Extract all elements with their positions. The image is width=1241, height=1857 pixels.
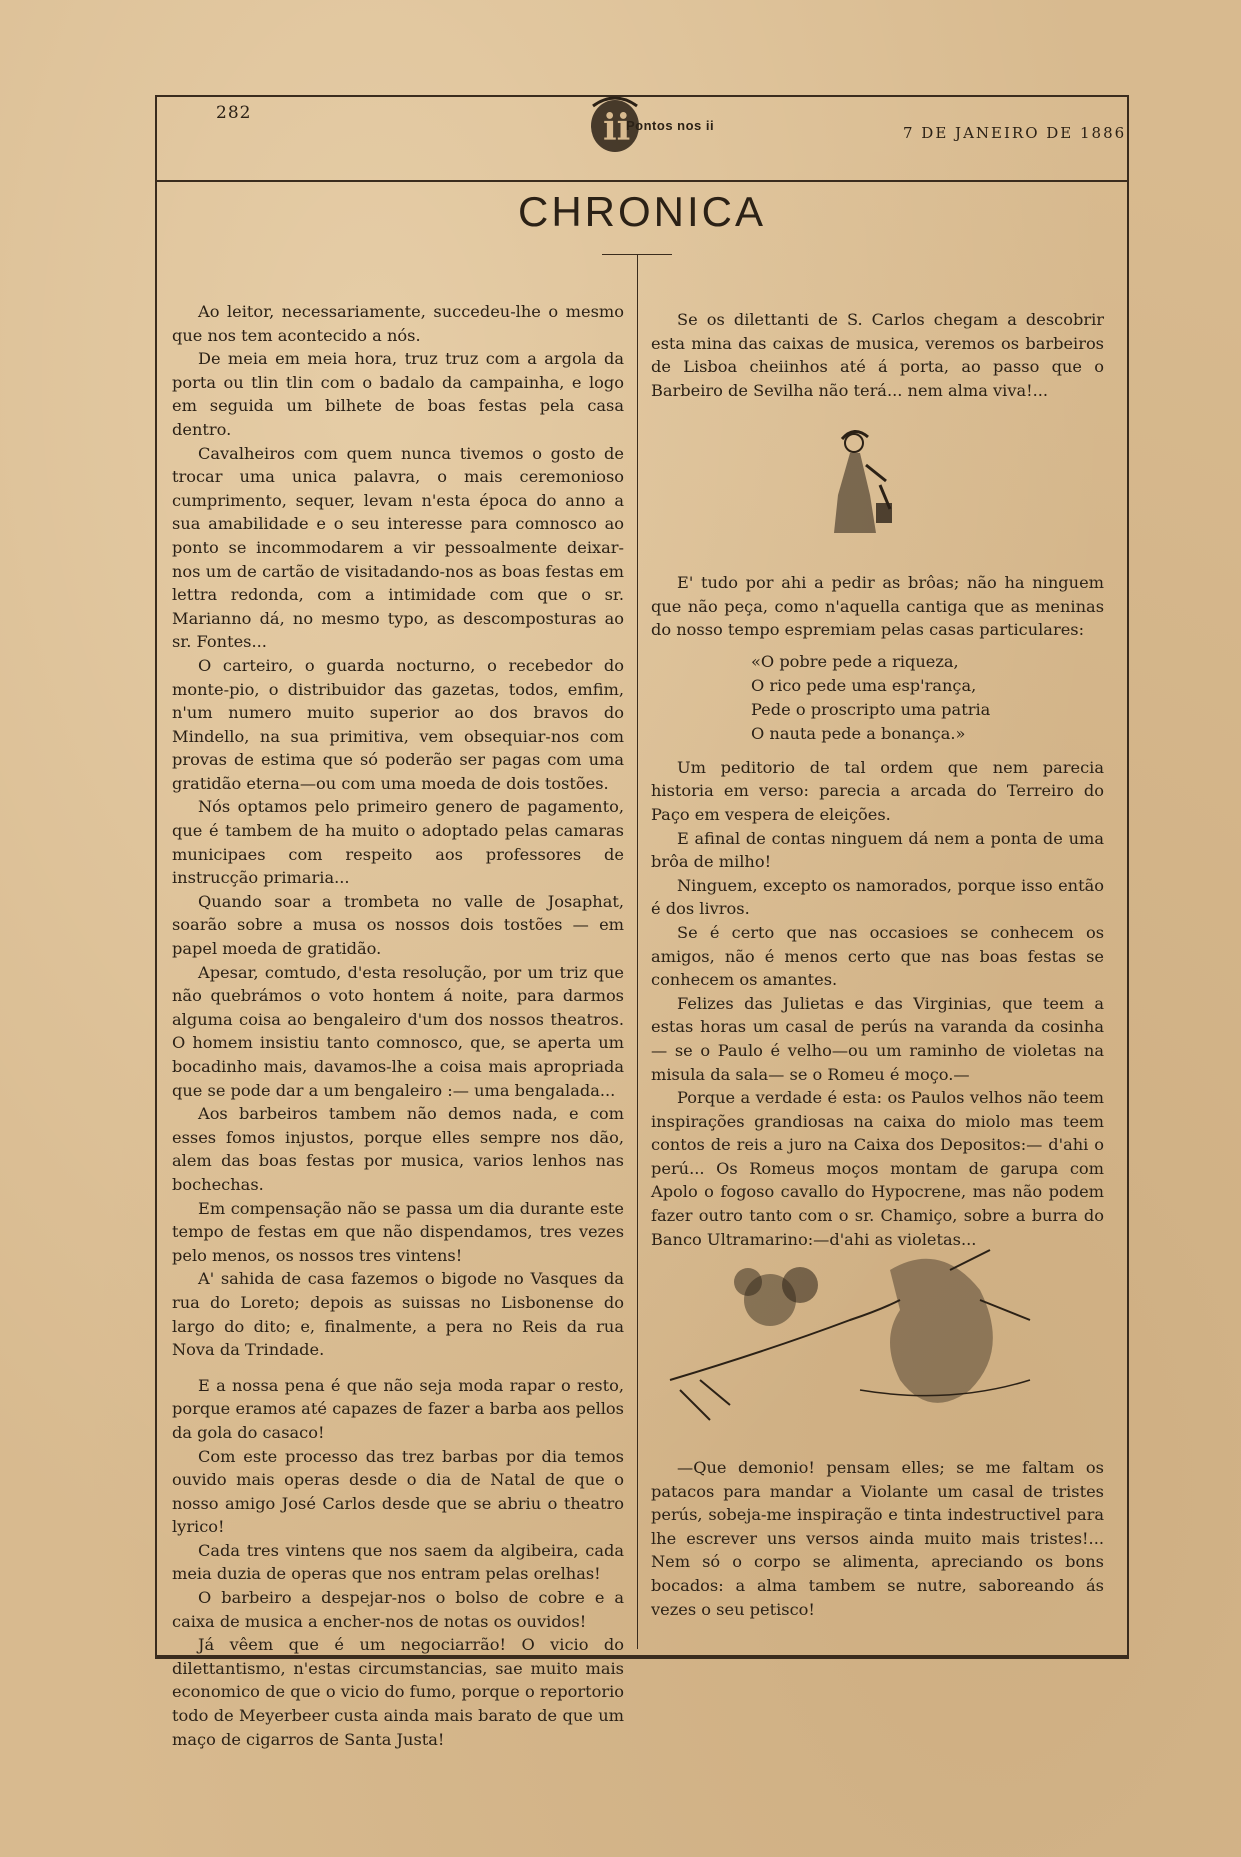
paragraph: Cavalheiros com quem nunca tivemos o gosto de trocar uma unica palavra, o mais ceremonioso cumprimento, sequer, levam n'esta época do anno a sua amabilidade e o seu interesse para comnosco ao ponto se incommodarem a vir pessoalmente deixar-nos um de cartão de visitadando-nos as boas festas em lettra redonda, com a intimidade com que o sr. Marianno dá, no mesmo typo, as descomposturas ao sr. Fontes... <box>172 443 624 652</box>
paragraph: O barbeiro a despejar-nos o bolso de cobre e a caixa de musica a encher-nos de notas os ouvidos! <box>172 1588 624 1631</box>
paragraph: Já vêem que é um negociarrão! O vicio do dilettantismo, n'estas circumstancias, sae muito mais economico de que o vicio do fumo, porque o reportorio todo de Meyerbeer custa ainda mais barato de que um maço de cigarros de Santa Justa! <box>172 1635 624 1749</box>
verse-line: O nauta pede a bonança.» <box>751 723 966 743</box>
paragraph: Se os dilettanti de S. Carlos chegam a descobrir esta mina das caixas de musica, veremos os barbeiros de Lisboa cheiinhos até á porta, ao passo que o Barbeiro de Sevilha não terá... nem alma viva!... <box>651 310 1104 400</box>
right-column-top <box>651 308 1104 402</box>
bottom-rule <box>155 1655 1127 1658</box>
paragraph: Ao leitor, necessariamente, succedeu-lhe o mesmo que nos tem acontecido a nós. <box>172 302 624 345</box>
paragraph: Um peditorio de tal ordem que nem parecia historia em verso: parecia a arcada do Terreiro do Paço em vespera de eleições. <box>651 757 1104 824</box>
right-column-middle <box>651 571 1104 1251</box>
verse-line: O rico pede uma esp'rança, <box>751 675 977 695</box>
cupid-violets-icon <box>650 1230 1090 1430</box>
paragraph: Em compensação não se passa um dia durante este tempo de festas em que não dispendamos, tres vezes pelo menos, os nossos tres vintens! <box>172 1198 624 1265</box>
paragraph: E' tudo por ahi a pedir as brôas; não ha ninguem que não peça, como n'aquella cantiga que as meninas do nosso tempo espremiam pelas casas particulares: <box>651 573 1104 640</box>
right-column-bottom <box>651 1456 1104 1621</box>
paragraph: Ninguem, excepto os namorados, porque isso então é dos livros. <box>651 875 1104 919</box>
paragraph: E a nossa pena é que não seja moda rapar o resto, porque eramos até capazes de fazer a barba aos pellos da gola do casaco! <box>172 1375 624 1442</box>
paragraph: Cada tres vintens que nos saem da algibeira, cada meia duzia de operas que nos entram pelas orelhas! <box>172 1540 624 1584</box>
svg-text:ii: ii <box>603 107 631 149</box>
paragraph: Com este processo das trez barbas por dia temos ouvido mais operas desde o dia de Natal de que o nosso amigo José Carlos desde que se abriu o theatro lyrico! <box>172 1446 624 1537</box>
paragraph: O carteiro, o guarda nocturno, o recebedor do monte-pio, o distribuidor das gazetas, todos, emfim, n'um numero muito superior ao dos bravos do Mindello, na sua primitiva, vem obsequiar-nos com provas de estima que só poderão ser pagas com uma gratidão eterna—ou com uma moeda de dois tostões. <box>172 655 624 793</box>
paragraph: Quando soar a trombeta no valle de Josaphat, soarão sobre a musa os nossos dois tostões — em papel moeda de gratidão. <box>172 891 624 959</box>
page-number: 282 <box>216 103 252 123</box>
issue-date: 7 DE JANEIRO DE 1886 <box>903 124 1127 142</box>
page-title: CHRONICA <box>517 188 766 235</box>
verse-line: Pede o proscripto uma patria <box>751 699 991 719</box>
paragraph: De meia em meia hora, truz truz com a argola da porta ou tlin tlin com o badalo da campainha, e logo em seguida um bilhete de boas festas pela casa dentro. <box>172 349 624 439</box>
header-rule <box>155 180 1127 182</box>
verse-block <box>651 650 1104 746</box>
paragraph: Apesar, comtudo, d'esta resolução, por um triz que não quebrámos o voto hontem á noite, para darmos alguma coisa ao bengaleiro d'um dos nossos theatros. O homem insistiu tanto comnosco, que, se aperta um bocadinho mais, davamos-lhe a coisa mais apropriada que se pode dar a um bengaleiro :— uma bengalada... <box>172 962 624 1100</box>
paragraph: Porque a verdade é esta: os Paulos velhos não teem inspirações grandiosas na caixa do miolo mas teem contos de reis a juro na Caixa dos Depositos:— d'ahi o perú... Os Romeus moços montam de garupa com Apolo o fogoso cavallo do Hypocrene, mas não podem fazer outro tanto com o sr. Chamiço, sobre a burra do Banco Ultramarino:—d'ahi as violetas... <box>651 1088 1104 1249</box>
verse-line: «O pobre pede a riqueza, <box>751 651 959 671</box>
paragraph: —Que demonio! pensam elles; se me faltam os patacos para mandar a Violante um casal de tristes perús, sobeja-me inspiração e tinta indestructivel para lhe escrever uns versos ainda muito mais tristes!... Nem só o corpo se alimenta, apreciando os bons bocados: a alma tambem se nutre, saboreando ás vezes o seu petisco! <box>651 1458 1104 1619</box>
paragraph: Felizes das Julietas e das Virginias, que teem a estas horas um casal de perús na varanda da cosinha— se o Paulo é velho—ou um raminho de violetas na misula da sala— se o Romeu é moço.— <box>651 993 1104 1084</box>
paragraph: Se é certo que nas occasioes se conhecem os amigos, não é menos certo que nas boas festas se conhecem os amantes. <box>651 922 1104 990</box>
paragraph: Aos barbeiros tambem não demos nada, e com esses fomos injustos, porque elles sempre nos dão, alem das boas festas por musica, varios lenhos nas bochechas. <box>172 1104 624 1194</box>
paragraph-gap <box>172 1362 624 1374</box>
column-rule <box>637 254 638 1649</box>
woman-figure-icon <box>820 425 900 545</box>
paragraph: Nós optamos pelo primeiro genero de pagamento, que é tambem de ha muito o adoptado pelas camaras municipaes com respeito aos professores de instrucção primaria... <box>172 797 624 888</box>
paragraph: A' sahida de casa fazemos o bigode no Vasques da rua do Loreto; depois as suissas no Lisbonense do largo do dito; e, finalmente, a pera no Reis da rua Nova da Trindade. <box>172 1269 624 1360</box>
paragraph: E afinal de contas ninguem dá nem a ponta de uma brôa de milho! <box>651 828 1104 872</box>
masthead-title: Pontos nos ii <box>626 118 715 133</box>
left-column <box>172 300 624 1751</box>
